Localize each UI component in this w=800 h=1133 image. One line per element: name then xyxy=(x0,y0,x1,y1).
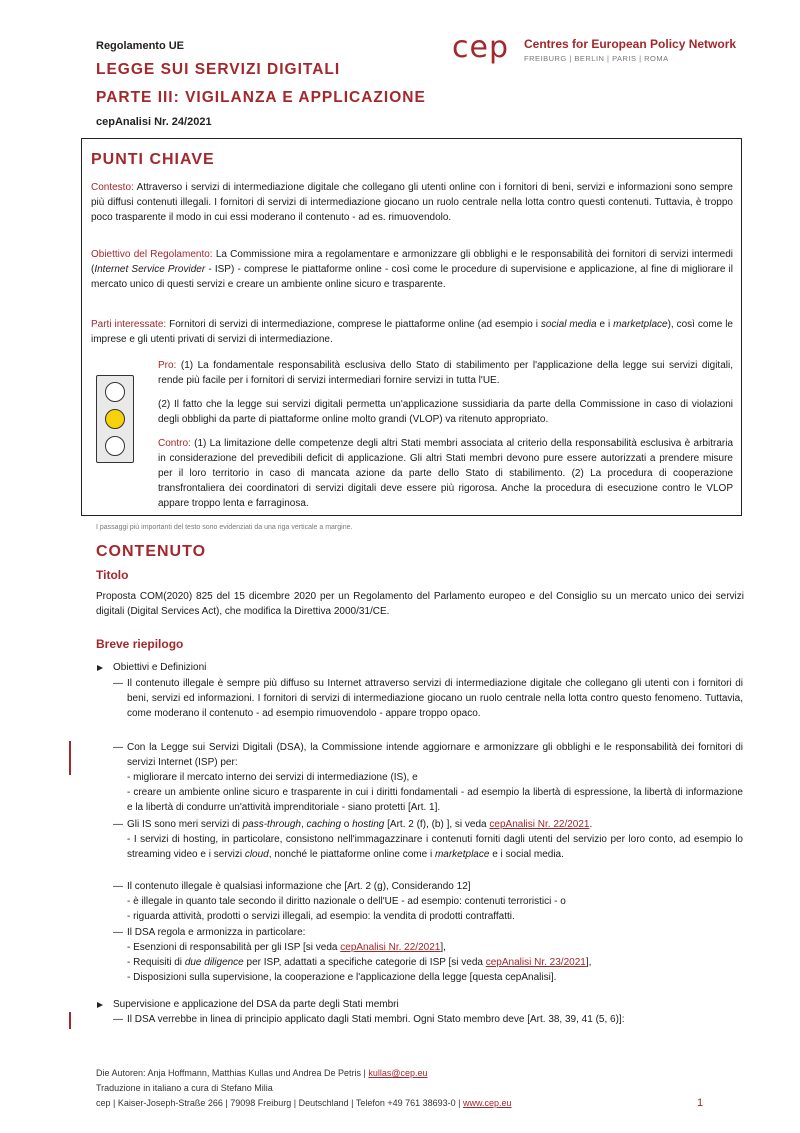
content-heading: CONTENUTO xyxy=(96,543,207,560)
objective-text-cont: - ISP) - comprese le piattaforme online - così come le procedure di supervisione e applicazione, al fine di migliorare il mercato unico di questi servizi e creare un ambiente online sicuro e trasparente. xyxy=(91,264,733,290)
list-item: Il DSA regola e armonizza in particolare: xyxy=(127,927,306,938)
pro-label: Pro: xyxy=(158,360,177,371)
italic-text: caching xyxy=(306,819,341,830)
stakeholders-text-c: ), così come le imprese e gli utenti privati di servizi di intermediazione. xyxy=(91,319,733,345)
stakeholders-italic-1: social media xyxy=(540,319,597,330)
traffic-light-icon xyxy=(96,375,134,463)
dash-icon: — xyxy=(113,1014,123,1025)
dash-icon: — xyxy=(113,678,123,689)
logo-cities: FREIBURG | BERLIN | PARIS | ROMA xyxy=(524,54,669,63)
objective-text: La Commissione mira a regolamentare e armonizzare gli obblighi e le responsabilità dei fornitori di servizi intermedi ( xyxy=(91,249,733,275)
text: [Art. 2 (f), (b) ], si veda xyxy=(384,819,490,830)
footer-address xyxy=(96,1098,512,1108)
cepanalisi-23-link[interactable]: cepAnalisi Nr. 23/2021 xyxy=(485,957,586,968)
footer-translation: Traduzione in italiano a cura di Stefano Milia xyxy=(96,1083,273,1093)
objective-label: Obiettivo del Regolamento: xyxy=(91,249,213,260)
context-paragraph xyxy=(91,180,733,225)
pro-text-1: (1) La fondamentale responsabilità esclusiva dello Stato di stabilimento per l'applicazione della legge sui servizi digitali, rende più facile per i fornitori di servizi intermediari fornire servizi in tutta l'UE. xyxy=(158,360,733,386)
bullet-objectives-title: Obiettivi e Definizioni xyxy=(113,662,207,673)
sub-list-item xyxy=(127,940,743,955)
objective-italic: Internet Service Provider xyxy=(94,264,206,275)
document-title: LEGGE SUI SERVIZI DIGITALI xyxy=(96,61,341,78)
authors-text: Die Autoren: Anja Hoffmann, Matthias Kullas und Andrea De Petris | xyxy=(96,1068,366,1078)
text: - Requisiti di xyxy=(127,957,185,968)
text: . xyxy=(589,819,593,830)
sub-list-item xyxy=(127,832,743,862)
triangle-bullet-icon xyxy=(97,665,103,671)
text: o xyxy=(341,819,353,830)
stakeholders-italic-2: marketplace xyxy=(613,319,668,330)
stakeholders-label: Parti interessate: xyxy=(91,319,167,330)
key-points-heading: PUNTI CHIAVE xyxy=(91,151,215,168)
cep-logo xyxy=(452,28,752,72)
dash-icon: — xyxy=(113,742,123,753)
analysis-number: cepAnalisi Nr. 24/2021 xyxy=(96,116,212,128)
context-text: Attraverso i servizi di intermediazione digitale che collegano gli utenti online con i fornitori di beni, servizi e informazioni sono sempre più diffusi contenuti illegali. I fornitori di servizi di intermediazione giocano un ruolo centrale nella lotta contro questi contenuti. Tuttavia, è troppo poco trasparente il modo in cui essi moderano il contenuto - ad es. rimuovendolo. xyxy=(91,182,733,223)
dash-icon: — xyxy=(113,927,123,938)
sub-list-item: - riguarda attività, prodotti o servizi illegali, ad esempio: la vendita di prodotti contraffatti. xyxy=(127,911,515,922)
traffic-light-top xyxy=(105,382,125,402)
italic-text: hosting xyxy=(352,819,385,830)
list-item: Il contenuto illegale è sempre più diffuso su Internet attraverso servizi di intermediazione digitale che collegano gli utenti con i fornitori di beni, servizi ed informazioni. I fornitori di servizi di intermediazione giocano un ruolo centrale nella lotta contro questo fenomeno. Tuttavia, come moderano il contenuto - ad esempio rimuovendolo - appare troppo opaco. xyxy=(127,678,743,719)
list-item xyxy=(127,817,743,832)
traffic-light-bottom xyxy=(105,436,125,456)
margin-highlight-bar xyxy=(69,741,71,775)
stakeholders-paragraph xyxy=(91,317,733,347)
sub-list-item: - migliorare il mercato interno dei servizi di intermediazione (IS), e xyxy=(127,772,418,783)
document-type: Regolamento UE xyxy=(96,40,185,52)
list-item: Con la Legge sui Servizi Digitali (DSA), la Commissione intende aggiornare e armonizzare gli obblighi e le responsabilità dei fornitori di servizi Internet (ISP) per: xyxy=(127,742,743,768)
text: , nonché le piattaforme online come i xyxy=(268,849,435,860)
italic-text: pass-through xyxy=(242,819,301,830)
italic-text: marketplace xyxy=(434,849,490,860)
author-email-link[interactable]: kullas@cep.eu xyxy=(368,1068,428,1078)
title-text: Proposta COM(2020) 825 del 15 dicembre 2020 per un Regolamento del Parlamento europeo e del Consiglio su un mercato unico dei servizi digitali (Digital Services Act), che modifica la Direttiva 2000/31/CE. xyxy=(96,591,744,617)
list-item: Il contenuto illegale è qualsiasi informazione che [Art. 2 (g), Considerando 12] xyxy=(127,881,471,892)
logo-name: Centres for European Policy Network xyxy=(524,37,737,51)
stakeholders-text: Fornitori di servizi di intermediazione, comprese le piattaforme online (ad esempio i xyxy=(169,319,541,330)
cepanalisi-22-link[interactable]: cepAnalisi Nr. 22/2021 xyxy=(340,942,441,953)
document-subtitle: PARTE III: VIGILANZA E APPLICAZIONE xyxy=(96,89,426,106)
traffic-light-middle-yellow xyxy=(105,409,125,429)
title-heading: Titolo xyxy=(96,568,129,582)
pro-paragraph-1 xyxy=(158,358,733,388)
logo-mark: cep xyxy=(452,30,509,65)
italic-text: cloud xyxy=(244,849,269,860)
list-item: Il DSA verrebbe in linea di principio applicato dagli Stati membri. Ogni Stato membro deve [Art. 38, 39, 41 (5, 6)]: xyxy=(127,1014,625,1025)
margin-highlight-bar xyxy=(69,1012,71,1029)
text: per ISP, adattati a specifiche categorie di ISP [si veda xyxy=(243,957,486,968)
italic-text: due diligence xyxy=(184,957,244,968)
text: - I servizi di hosting, in particolare, consistono nell'immagazzinare i contenuti forniti dagli utenti del servizio per loro conto, ad esempio lo streaming video e i servizi xyxy=(127,834,743,860)
contra-text: (1) La limitazione delle competenze degli altri Stati membri associata al criterio della responsabilità esclusiva è arbitraria in considerazione del prevedibili deficit di applicazione. Gli altri Stati membri devono pure essere autorizzati a prendere misure per il loro territorio in caso di mancata azione da parte dello Stato di stabilimento. (2) La procedura di cooperazione transfrontaliera dei coordinatori di servizi digitali deve essere più rigorosa. Anche la procedura di esecuzione contro le VLOP appare troppo lenta e farraginosa. xyxy=(158,438,734,509)
triangle-bullet-icon xyxy=(97,1002,103,1008)
text: - Esenzioni di responsabilità per gli ISP [si veda xyxy=(127,942,341,953)
page-number: 1 xyxy=(697,1097,704,1109)
website-link[interactable]: www.cep.eu xyxy=(463,1098,512,1108)
summary-heading: Breve riepilogo xyxy=(96,637,184,651)
address-text: cep | Kaiser-Joseph-Straße 266 | 79098 Freiburg | Deutschland | Telefon +49 761 38693-0 | xyxy=(96,1098,461,1108)
bullet-supervision-title: Supervisione e applicazione del DSA da parte degli Stati membri xyxy=(113,999,399,1010)
text: e i social media. xyxy=(489,849,564,860)
sub-list-item xyxy=(127,955,743,970)
dash-icon: — xyxy=(113,819,123,830)
cepanalisi-22-link[interactable]: cepAnalisi Nr. 22/2021 xyxy=(489,819,590,830)
stakeholders-text-b: e i xyxy=(596,319,614,330)
contra-paragraph xyxy=(158,436,733,511)
text: , xyxy=(300,819,307,830)
sub-list-item: - Disposizioni sulla supervisione, la cooperazione e l'applicazione della legge [questa cepAnalisi]. xyxy=(127,972,557,983)
pro-paragraph-2: (2) Il fatto che la legge sui servizi digitali permetta un'applicazione sussidiaria da parte della Commissione in caso di violazioni degli obblighi da parte di piattaforme online molto grandi (VLOP) va ritenuto appropriato. xyxy=(158,399,733,425)
text: ], xyxy=(585,957,592,968)
sub-list-item: - è illegale in quanto tale secondo il diritto nazionale o dell'UE - ad esempio: contenuti terroristici - o xyxy=(127,896,566,907)
sub-list-item: - creare un ambiente online sicuro e trasparente in cui i diritti fondamentali - ad esempio la libertà di espressione, la libertà di informazione e la libertà di condurre un'attività imprenditoriale - siano protetti [Art. 1]. xyxy=(127,787,743,813)
dash-icon: — xyxy=(113,881,123,892)
margin-note: I passaggi più importanti del testo sono evidenziati da una riga verticale a margine. xyxy=(96,524,353,531)
contra-label: Contro: xyxy=(158,438,191,449)
objective-paragraph xyxy=(91,247,733,292)
context-label: Contesto: xyxy=(91,182,134,193)
text: Gli IS sono meri servizi di xyxy=(127,819,243,830)
text: ], xyxy=(440,942,446,953)
footer-authors xyxy=(96,1068,428,1078)
